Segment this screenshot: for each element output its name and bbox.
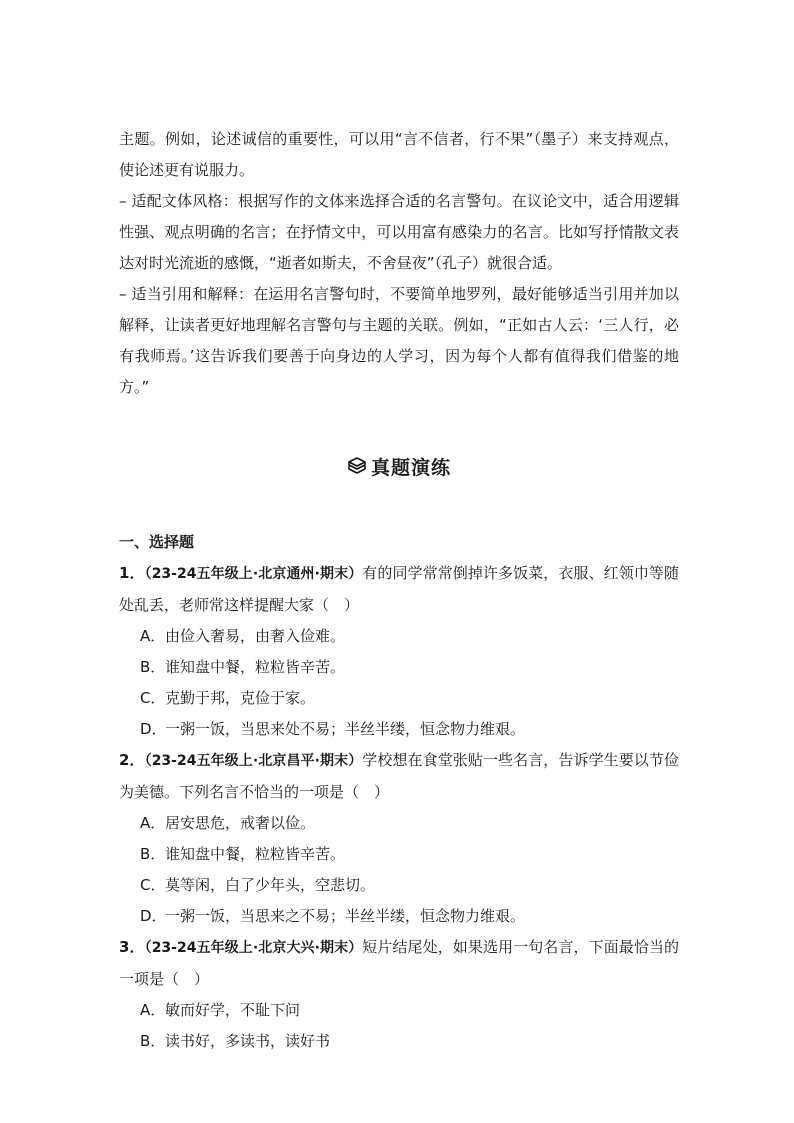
- option-text: 敏而好学，不耻下问: [165, 1001, 301, 1019]
- option-text: 居安思危，戒奢以俭。: [165, 814, 316, 832]
- section-title: 真题演练: [370, 456, 451, 479]
- option-text: 由俭入奢易，由奢入俭难。: [165, 627, 346, 645]
- option-letter: A．: [140, 814, 166, 832]
- books-stack-icon: [347, 456, 367, 476]
- question-2-option-a: [119, 808, 679, 839]
- question-1-option-b: [119, 652, 679, 683]
- section-title-row: [119, 448, 679, 484]
- option-letter: C．: [140, 876, 166, 894]
- option-letter: A．: [140, 1001, 166, 1019]
- intro-paragraph-1: 主题。例如，论述诚信的重要性，可以用“言不信者，行不果”（墨子）来支持观点，使论述更有说服力。: [119, 130, 679, 179]
- question-stem: 短片结尾处，如果选用一句名言，下面最恰当的一项是（ ）: [119, 938, 679, 988]
- document-page: [119, 124, 679, 1057]
- option-letter: D．: [140, 907, 167, 925]
- option-letter: B．: [140, 845, 166, 863]
- intro-paragraph-2: – 适配文体风格：根据写作的文体来选择合适的名言警句。在议论文中，适合用逻辑性强、观点明确的名言；在抒情文中，可以用富有感染力的名言。比如写抒情散文表达对时光流逝的感慨，“逝者如斯夫，不舍昼夜”（孔子）就很合适。: [119, 192, 679, 272]
- question-3-option-a: [119, 995, 679, 1026]
- option-text: 克勤于邦，克俭于家。: [165, 689, 316, 707]
- intro-paragraph-3: – 适当引用和解释：在运用名言警句时，不要简单地罗列，最好能够适当引用并加以解释，让读者更好地理解名言警句与主题的关联。例如，“正如古人云：‘三人行，必有我师焉。’这告诉我们要善于向身边的人学习，因为每个人都有值得我们借鉴的地方。”: [119, 285, 679, 396]
- question-2-option-d: [119, 901, 679, 932]
- option-letter: B．: [140, 1032, 166, 1050]
- option-text: 一粥一饭，当思来之不易；半丝半缕，恒念物力维艰。: [165, 907, 526, 925]
- option-text: 谁知盘中餐，粒粒皆辛苦。: [165, 845, 346, 863]
- option-text: 莫等闲，白了少年头，空悲切。: [165, 876, 376, 894]
- question-number: 3．: [119, 938, 145, 956]
- option-letter: B．: [140, 658, 166, 676]
- option-text: 谁知盘中餐，粒粒皆辛苦。: [165, 658, 346, 676]
- question-stem: 有的同学常常倒掉许多饭菜，衣服、红领巾等随处乱丢，老师常这样提醒大家（ ）: [119, 564, 679, 614]
- question-stem: 学校想在食堂张贴一些名言，告诉学生要以节俭为美德。下列名言不恰当的一项是（ ）: [119, 751, 679, 801]
- question-number: 2．: [119, 751, 145, 769]
- question-1-option-d: [119, 714, 679, 745]
- question-1-option-c: [119, 683, 679, 714]
- part-heading: 一、选择题: [119, 533, 195, 551]
- question-source: （23-24五年级上·北京昌平·期末）: [144, 753, 363, 769]
- question-1-option-a: [119, 621, 679, 652]
- option-letter: D．: [140, 720, 167, 738]
- question-3: [119, 932, 679, 995]
- option-letter: C．: [140, 689, 166, 707]
- question-2-option-b: [119, 839, 679, 870]
- option-text: 一粥一饭，当思来处不易；半丝半缕，恒念物力维艰。: [165, 720, 526, 738]
- question-1: [119, 558, 679, 621]
- question-source: （23-24五年级上·北京通州·期末）: [144, 566, 363, 582]
- question-2-option-c: [119, 870, 679, 901]
- question-2: [119, 745, 679, 808]
- question-number: 1．: [119, 564, 145, 582]
- option-letter: A．: [140, 627, 166, 645]
- option-text: 读书好，多读书，读好书: [165, 1032, 331, 1050]
- question-source: （23-24五年级上·北京大兴·期末）: [144, 940, 363, 956]
- question-3-option-b: [119, 1026, 679, 1057]
